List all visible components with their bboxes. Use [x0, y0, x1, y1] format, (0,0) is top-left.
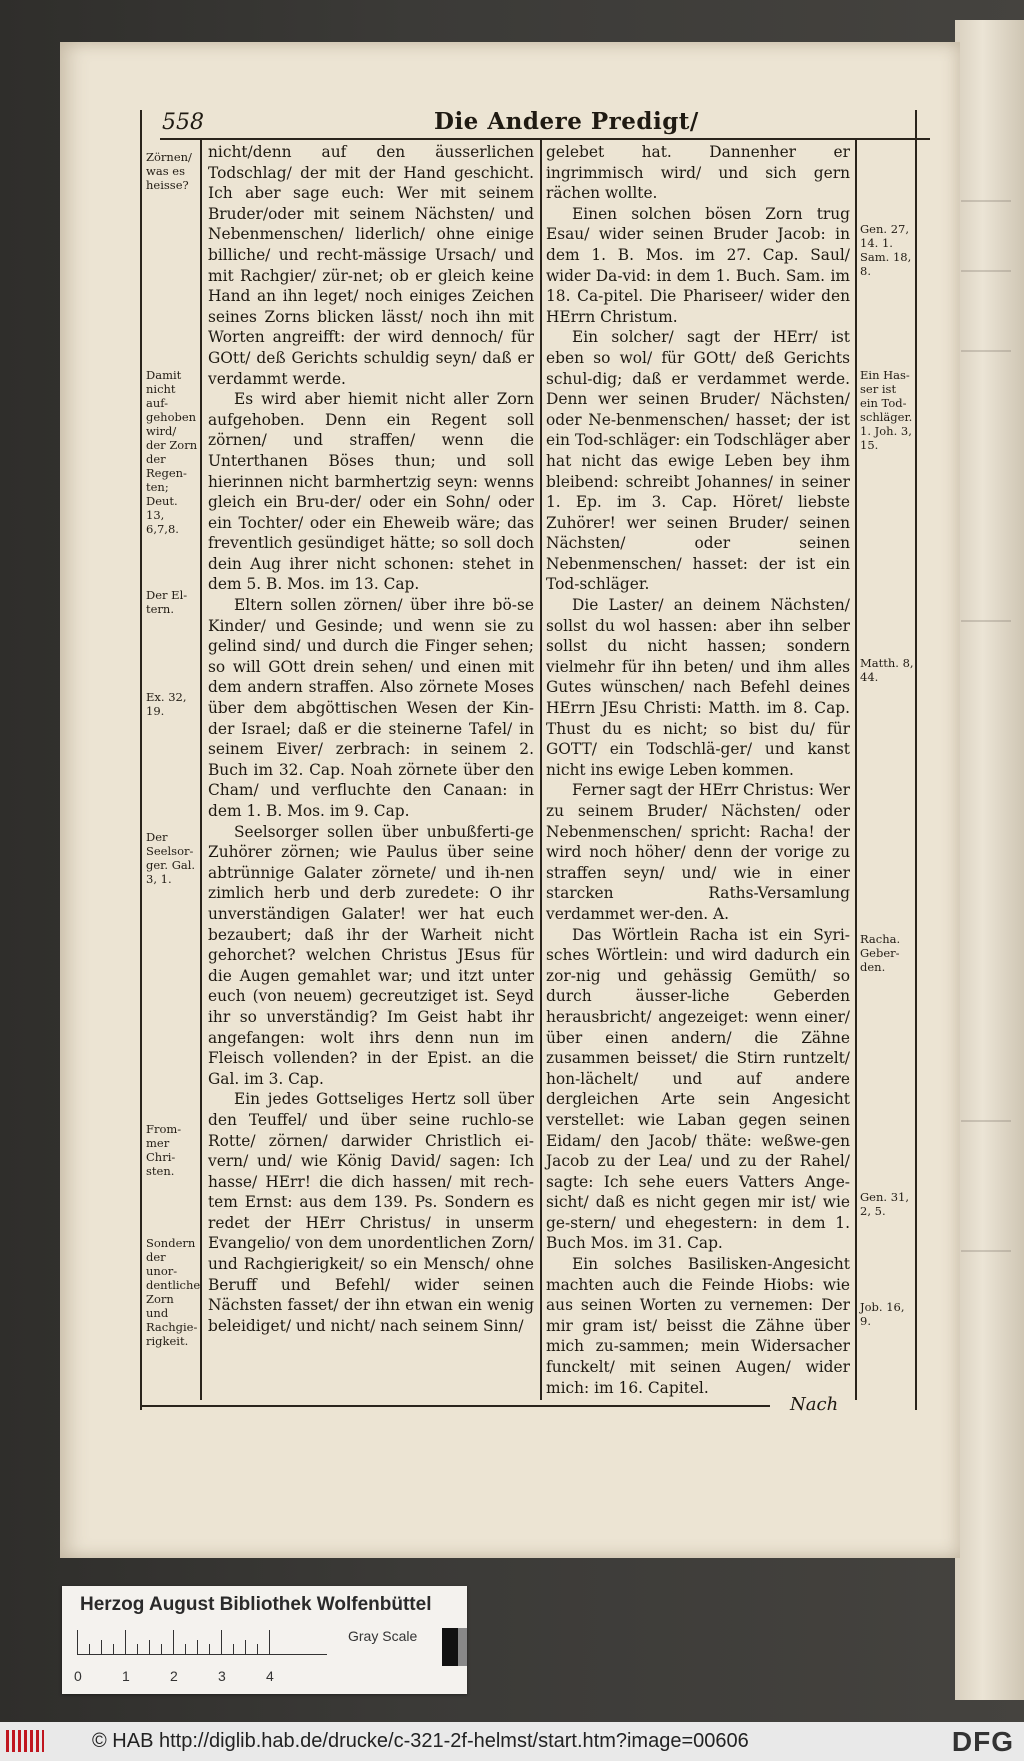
paragraph: Ferner sagt der HErr Christus: Wer zu seinem Bruder/ Nächsten/ oder Nebenmenschen/ spricht: Racha! der wird noch höher/ denn der vorige zu straffen seyn/ und/ wie in einer starcken Raths-Versamlung verdammet wer-den. A. — [546, 781, 851, 923]
scale-number: 3 — [218, 1668, 226, 1684]
margin-note: Ex. 32, 19. — [146, 690, 187, 718]
paragraph: Ein solches Basilisken-Angesicht machten auch die Feinde Hiobs: wie aus seinen Worten zu vernemen: Der mir gram ist/ beisst die Zähne über mich zu-sammen; mein Widersacher funckelt/ mit seinen Augen/ wider mich: im 16. Capitel. — [546, 1255, 850, 1397]
catchword: Nach — [790, 1394, 839, 1415]
margin-note: Sondern der unor-dentliche Zorn und Rachgie-rigkeit. — [146, 1236, 201, 1348]
gray-scale-label: Gray Scale — [348, 1628, 418, 1644]
inner-right-rule — [855, 140, 857, 1400]
citation-link[interactable]: © HAB http://diglib.hab.de/drucke/c-321-2f-helmst/start.htm?image=00606 — [92, 1730, 749, 1752]
scale-number: 2 — [170, 1668, 178, 1684]
margin-note: Zörnen/ was es heisse? — [146, 150, 192, 192]
header-rule — [160, 138, 930, 140]
column-divider — [540, 140, 542, 1400]
adjacent-page-edge — [955, 20, 1024, 1700]
paragraph: Einen solchen bösen Zorn trug Esau/ wider seinen Bruder Jacob: in dem 1. B. Mos. im 27. Cap. Saul/ wider Da-vid: in dem 1. Buch. Sam. im 18. Ca-pitel. Die Phariseer/ wider den HErrn Christum. — [546, 204, 850, 326]
margin-note: Gen. 31, 2, 5. — [860, 1190, 909, 1218]
paragraph: Das Wörtlein Racha ist ein Syri-sches Wörtlein: und wird dadurch ein zor-nig und gehässig Gemüth/ so durch äusser-liche Geberden herausbricht/ angezeiget: wenn einer/ über einen andern/ die Zähne zusammen beisset/ die Stirn runtzelt/ hon-lächelt/ und auf andere dergleichen Arte sein Angesicht verstellet: wie Laban gegen seinen Eidam/ den Jacob/ thäte: weßwe-gen Jacob zu der Lea/ und zu der Rahel/ sagte: Ich sehe euers Vatters Ange-sicht/ daß es nicht gegen mir ist/ wie ge-stern/ und ehegestern: in dem 1. Buch Mos. im 31. Cap. — [546, 925, 850, 1253]
left-text-column — [208, 142, 534, 1336]
margin-note: Damit nicht auf-gehoben wird/ der Zorn der Regen-ten; Deut. 13, 6,7,8. — [146, 368, 198, 536]
scale-number: 4 — [266, 1668, 274, 1684]
page-number: 558 — [162, 110, 204, 135]
margin-note: Der El-tern. — [146, 588, 188, 616]
scale-ruler — [77, 1630, 327, 1655]
margin-note: Ein Has-ser ist ein Tod-schläger. 1. Joh. 3, 15. — [860, 368, 913, 452]
paragraph: Seelsorger sollen über unbußferti-ge Zuhörer zörnen; wie Paulus über seine abtrünnige Galater zörnete/ und ih-nen zimlich herb und derb zuredete: O ihr unverständigen Galater! wer hat euch bezaubert; daß ihr der Warheit nicht gehorchet? welchen Christus JEsus für die Augen gemahlet war; und itzt unter euch (von neuem) gecreutziget ist. Seyd ihr so unverständig? Im Geist habt ihr angefangen: wolt ihrs denn nun im Fleisch vollenden? in der Epist. an die Gal. im 3. Cap. — [208, 822, 534, 1088]
scale-number: 0 — [74, 1668, 82, 1684]
margin-note: Racha. Geber-den. — [860, 932, 901, 974]
gray-swatch-black — [442, 1628, 458, 1666]
margin-note: Der Seelsor-ger. Gal. 3, 1. — [146, 830, 196, 886]
scale-card — [62, 1586, 467, 1694]
gray-swatch-mid — [458, 1628, 467, 1666]
paragraph: nicht/denn auf den äusserlichen Todschlag/ der mit der Hand geschicht. Ich aber sage euch: Wer mit seinem Bruder/oder mit seinem Nächsten/ und Nebenmenschen/ liderlich/ ohne einige billiche/ und recht-mässige Ursach/ und mit Rachgier/ zür-net; ob er gleich keine Hand an ihn leget/ noch einiges Zeichen seines Zorns blicken lässt/ noch ihn mit Worten angreifft: der wird dennoch/ für GOtt/ deß Gerichts schuldig seyn/ daß er verdammt werde. — [208, 143, 534, 388]
inner-left-rule — [200, 140, 202, 1400]
paragraph: Ein jedes Gottseliges Hertz soll über den Teuffel/ und über seine ruchlo-se Rotte/ zörnen/ darwider Christlich ei-vern/ und/ wie König David/ sagen: Ich hasse/ HErr! die dich hassen/ mit rech-tem Ernst: aus dem 139. Ps. Sondern es redet der HErr Christus/ in unserm Evangelio/ von dem unordentlichen Zorn/ und Rachgierigkeit/ so ein Mensch/ ohne Beruff und Befehl/ wider seinen Nächsten fasset/ der ihn etwan ein wenig beleidiget/ und nicht/ nach seinem Sinn/ — [208, 1090, 534, 1335]
paragraph: Eltern sollen zörnen/ über ihre bö-se Kinder/ und Gesinde; und wenn sie zu gelind sind/ und durch die Finger sehen; so will GOtt drein sehen/ und einen mit dem andern straffen. Also zörnete Moses über dem abgöttischen Wesen der Kin-der Israel; daß er die steinerne Tafel/ in seinem Eiver/ zerbrach: in seinem 2. Buch im 32. Cap. Noah zörnete über den Cham/ und verfluchte den Canaan: in dem 1. B. Mos. im 9. Cap. — [208, 596, 534, 820]
hab-logo-icon — [6, 1730, 44, 1752]
bottom-rule — [140, 1405, 770, 1407]
right-text-column — [546, 142, 850, 1398]
margin-note: Job. 16, 9. — [860, 1300, 905, 1328]
outer-right-rule — [915, 110, 917, 1410]
outer-left-rule — [140, 110, 142, 1410]
paragraph: gelebet hat. Dannenher er ingrimmisch wird/ und sich gern rächen wollte. — [546, 143, 850, 203]
library-name: Herzog August Bibliothek Wolfenbüttel — [80, 1594, 432, 1615]
paragraph: Die Laster/ an deinem Nächsten/ sollst du wol hassen: aber ihn selber sollst du nicht hassen; sondern vielmehr für ihn beten/ und ihm alles Gutes wünschen/ nach Befehl deines HErrn JEsu Christi: Matth. im 8. Cap. Thust du es nicht; so bist du/ für GOTT/ ein Todschlä-ger/ und kanst nicht ins ewige Leben kommen. — [546, 596, 850, 779]
scale-number: 1 — [122, 1668, 130, 1684]
margin-note: Gen. 27, 14. 1. Sam. 18, 8. — [860, 222, 912, 278]
margin-note: From-mer Chri-sten. — [146, 1122, 182, 1178]
paragraph: Ein solcher/ sagt der HErr/ ist eben so wol/ für GOtt/ deß Gerichts schul-dig; daß er verdammet werde. Denn wer seinen Bruder/ Nächsten/ oder Ne-benmenschen/ hasset; der ist ein Tod-schläger: ein Todschläger aber hat nicht das ewige Leben bey ihm bleibend: schreibt Johannes/ in seiner 1. Ep. im 3. Cap. Höret/ liebste Zuhörer! wer seinen Bruder/ seinen Nächsten/ oder seinen Nebenmenschen/ hasset: der ist ein Tod-schläger. — [546, 328, 850, 594]
margin-note: Matth. 8, 44. — [860, 656, 914, 684]
paragraph: Es wird aber hiemit nicht aller Zorn aufgehoben. Denn ein Regent soll zörnen/ und straffen/ wenn die Unterthanen Böses thun; und soll hierinnen nicht barmhertzig seyn: wenns gleich ein Bru-der/ oder ein Sohn/ oder ein Tochter/ oder ein Eheweib wäre; das freventlich gesündiget hätte; so soll doch dein Aug ihrer nicht schonen: stehet in dem 5. B. Mos. im 13. Cap. — [208, 390, 534, 594]
running-title: Die Andere Predigt/ — [434, 108, 699, 135]
dfg-logo: DFG — [951, 1726, 1014, 1757]
footer-bar — [0, 1722, 1024, 1761]
